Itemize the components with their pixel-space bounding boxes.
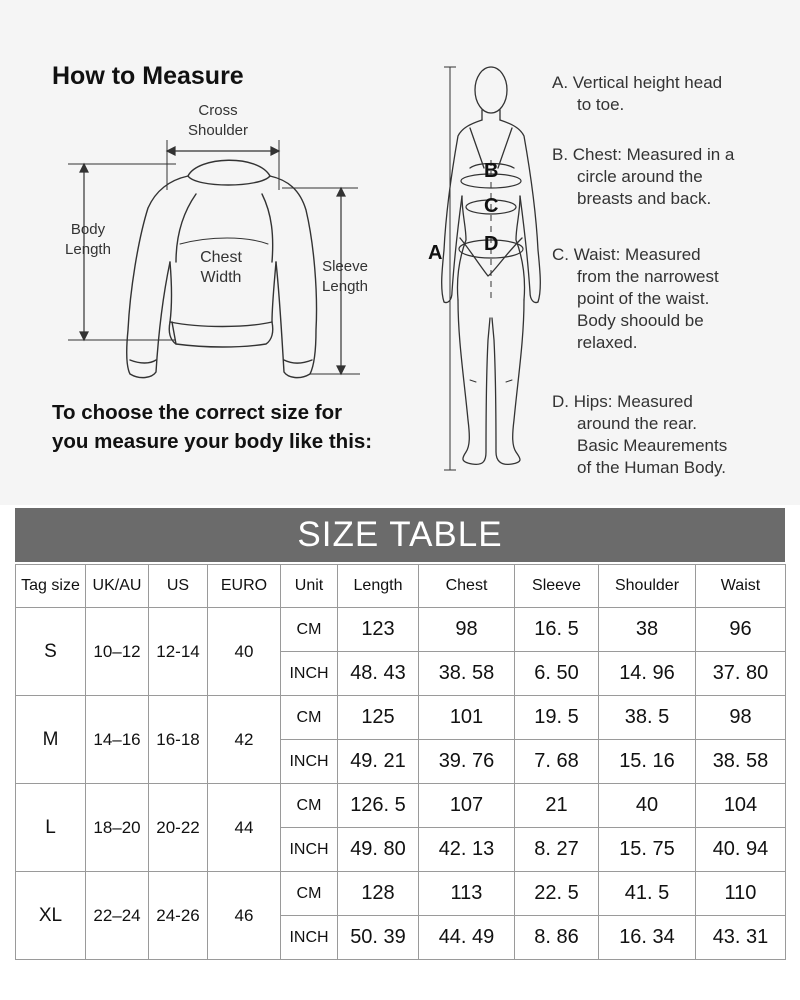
header-uk-au: UK/AU: [86, 565, 149, 608]
unit-cell: CM: [281, 784, 338, 828]
sleeve-cell: 16. 5: [515, 608, 599, 652]
shoulder-cell: 40: [599, 784, 696, 828]
unit-cell: CM: [281, 872, 338, 916]
header-waist: Waist: [696, 565, 786, 608]
shoulder-cell: 15. 75: [599, 828, 696, 872]
euro-cell: 46: [208, 872, 281, 960]
shoulder-cell: 16. 34: [599, 916, 696, 960]
length-cell: 48. 43: [338, 652, 419, 696]
length-cell: 126. 5: [338, 784, 419, 828]
length-cell: 50. 39: [338, 916, 419, 960]
waist-cell: 98: [696, 696, 786, 740]
shoulder-cell: 38: [599, 608, 696, 652]
tag-size-cell: L: [16, 784, 86, 872]
letter-b-marker: B: [484, 160, 499, 182]
description-a: A. Vertical height head to toe.: [552, 73, 723, 114]
uk-au-cell: 14–16: [86, 696, 149, 784]
uk-au-cell: 18–20: [86, 784, 149, 872]
description-d: D. Hips: Measured around the rear. Basic Meaurements of the Human Body.: [552, 392, 728, 477]
cross-shoulder-label: Cross Shoulder: [187, 102, 249, 139]
length-cell: 49. 21: [338, 740, 419, 784]
us-cell: 12-14: [149, 608, 208, 696]
euro-cell: 44: [208, 784, 281, 872]
sleeve-cell: 7. 68: [515, 740, 599, 784]
table-row: [16, 696, 786, 740]
waist-cell: 43. 31: [696, 916, 786, 960]
letter-c-marker: C: [484, 195, 499, 217]
size-table: [15, 564, 786, 960]
description-c: C. Waist: Measured from the narrowest point of the waist. Body shoould be relaxed.: [552, 245, 719, 352]
chest-cell: 98: [419, 608, 515, 652]
shoulder-cell: 38. 5: [599, 696, 696, 740]
chest-cell: 101: [419, 696, 515, 740]
sleeve-cell: 8. 27: [515, 828, 599, 872]
waist-cell: 40. 94: [696, 828, 786, 872]
unit-cell: CM: [281, 696, 338, 740]
header-tag-size: Tag size: [16, 565, 86, 608]
unit-cell: INCH: [281, 740, 338, 784]
waist-cell: 110: [696, 872, 786, 916]
unit-cell: CM: [281, 608, 338, 652]
length-cell: 125: [338, 696, 419, 740]
shoulder-cell: 41. 5: [599, 872, 696, 916]
tag-size-cell: M: [16, 696, 86, 784]
header-unit: Unit: [281, 565, 338, 608]
sleeve-cell: 8. 86: [515, 916, 599, 960]
unit-cell: INCH: [281, 916, 338, 960]
unit-cell: INCH: [281, 652, 338, 696]
waist-cell: 96: [696, 608, 786, 652]
chest-width-label: Chest Width: [200, 249, 242, 286]
header-length: Length: [338, 565, 419, 608]
size-table-title: SIZE TABLE: [15, 508, 785, 562]
sleeve-cell: 21: [515, 784, 599, 828]
letter-a-marker: A: [428, 242, 443, 264]
letter-d-marker: D: [484, 233, 499, 255]
description-b: B. Chest: Measured in a circle around the breasts and back.: [552, 145, 735, 208]
us-cell: 24-26: [149, 872, 208, 960]
waist-cell: 38. 58: [696, 740, 786, 784]
us-cell: 16-18: [149, 696, 208, 784]
uk-au-cell: 10–12: [86, 608, 149, 696]
header-sleeve: Sleeve: [515, 565, 599, 608]
how-to-measure-title: How to Measure: [52, 62, 244, 90]
chest-cell: 42. 13: [419, 828, 515, 872]
sleeve-cell: 19. 5: [515, 696, 599, 740]
header-us: US: [149, 565, 208, 608]
tag-size-cell: S: [16, 608, 86, 696]
sleeve-length-label: Sleeve Length: [322, 258, 368, 295]
length-cell: 49. 80: [338, 828, 419, 872]
header-euro: EURO: [208, 565, 281, 608]
table-row: [16, 872, 786, 916]
table-row: [16, 608, 786, 652]
header-chest: Chest: [419, 565, 515, 608]
chest-cell: 113: [419, 872, 515, 916]
length-cell: 128: [338, 872, 419, 916]
chest-cell: 44. 49: [419, 916, 515, 960]
tag-size-cell: XL: [16, 872, 86, 960]
chest-cell: 39. 76: [419, 740, 515, 784]
length-cell: 123: [338, 608, 419, 652]
chest-cell: 38. 58: [419, 652, 515, 696]
waist-cell: 37. 80: [696, 652, 786, 696]
choose-size-instruction: To choose the correct size for you measure your body like this:: [52, 401, 373, 453]
size-table-header-row: [16, 565, 786, 608]
waist-cell: 104: [696, 784, 786, 828]
us-cell: 20-22: [149, 784, 208, 872]
header-shoulder: Shoulder: [599, 565, 696, 608]
euro-cell: 40: [208, 608, 281, 696]
uk-au-cell: 22–24: [86, 872, 149, 960]
euro-cell: 42: [208, 696, 281, 784]
chest-cell: 107: [419, 784, 515, 828]
body-length-label: Body Length: [65, 221, 111, 258]
sleeve-cell: 6. 50: [515, 652, 599, 696]
shoulder-cell: 15. 16: [599, 740, 696, 784]
sleeve-cell: 22. 5: [515, 872, 599, 916]
shoulder-cell: 14. 96: [599, 652, 696, 696]
unit-cell: INCH: [281, 828, 338, 872]
table-row: [16, 784, 786, 828]
